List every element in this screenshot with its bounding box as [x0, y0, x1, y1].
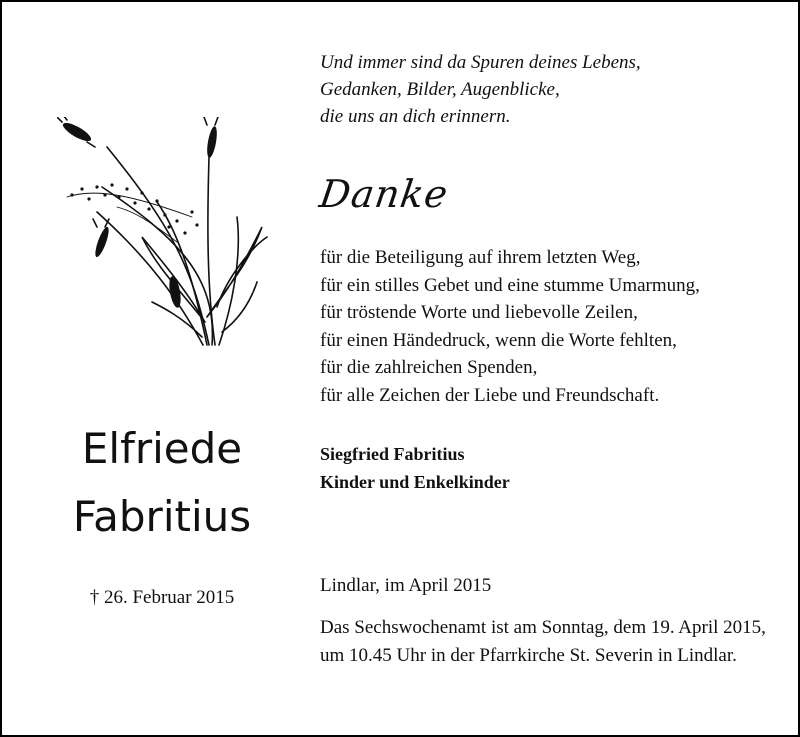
poem-line: Und immer sind da Spuren deines Lebens,: [320, 52, 641, 73]
signers: [320, 440, 510, 496]
deceased-last-name: Fabritius: [72, 492, 252, 541]
place-date: Lindlar, im April 2015: [320, 575, 492, 596]
wheat-grass-illustration-icon: [57, 117, 272, 347]
danke-heading: Danke: [316, 172, 452, 216]
thanks-list: [320, 244, 700, 409]
service-notice: Das Sechswochenamt ist am Sonntag, dem 19. April 2015, um 10.45 Uhr in der Pfarrkirche St. Severin in Lindlar.: [320, 617, 766, 666]
signer-name: Siegfried Fabritius: [320, 444, 465, 464]
thanks-line: für alle Zeichen der Liebe und Freundschaft.: [320, 384, 660, 406]
poem-line: Gedanken, Bilder, Augenblicke,: [320, 79, 560, 100]
left-column: [2, 2, 322, 735]
thanks-line: für die zahlreichen Spenden,: [320, 357, 538, 378]
thanks-line: für tröstende Worte und liebevolle Zeilen,: [320, 302, 638, 323]
signer-family: Kinder und Enkelkinder: [320, 472, 510, 492]
thanks-line: für einen Händedruck, wenn die Worte fehlten,: [320, 329, 677, 351]
thanks-line: für ein stilles Gebet und eine stumme Umarmung,: [320, 274, 700, 296]
poem-line: die uns an dich erinnern.: [320, 106, 511, 127]
deceased-first-name: Elfriede: [81, 424, 243, 473]
thanks-line: für die Beteiligung auf ihrem letzten Weg,: [320, 247, 641, 268]
poem: [320, 49, 641, 130]
death-date: † 26. Februar 2015: [89, 587, 235, 608]
